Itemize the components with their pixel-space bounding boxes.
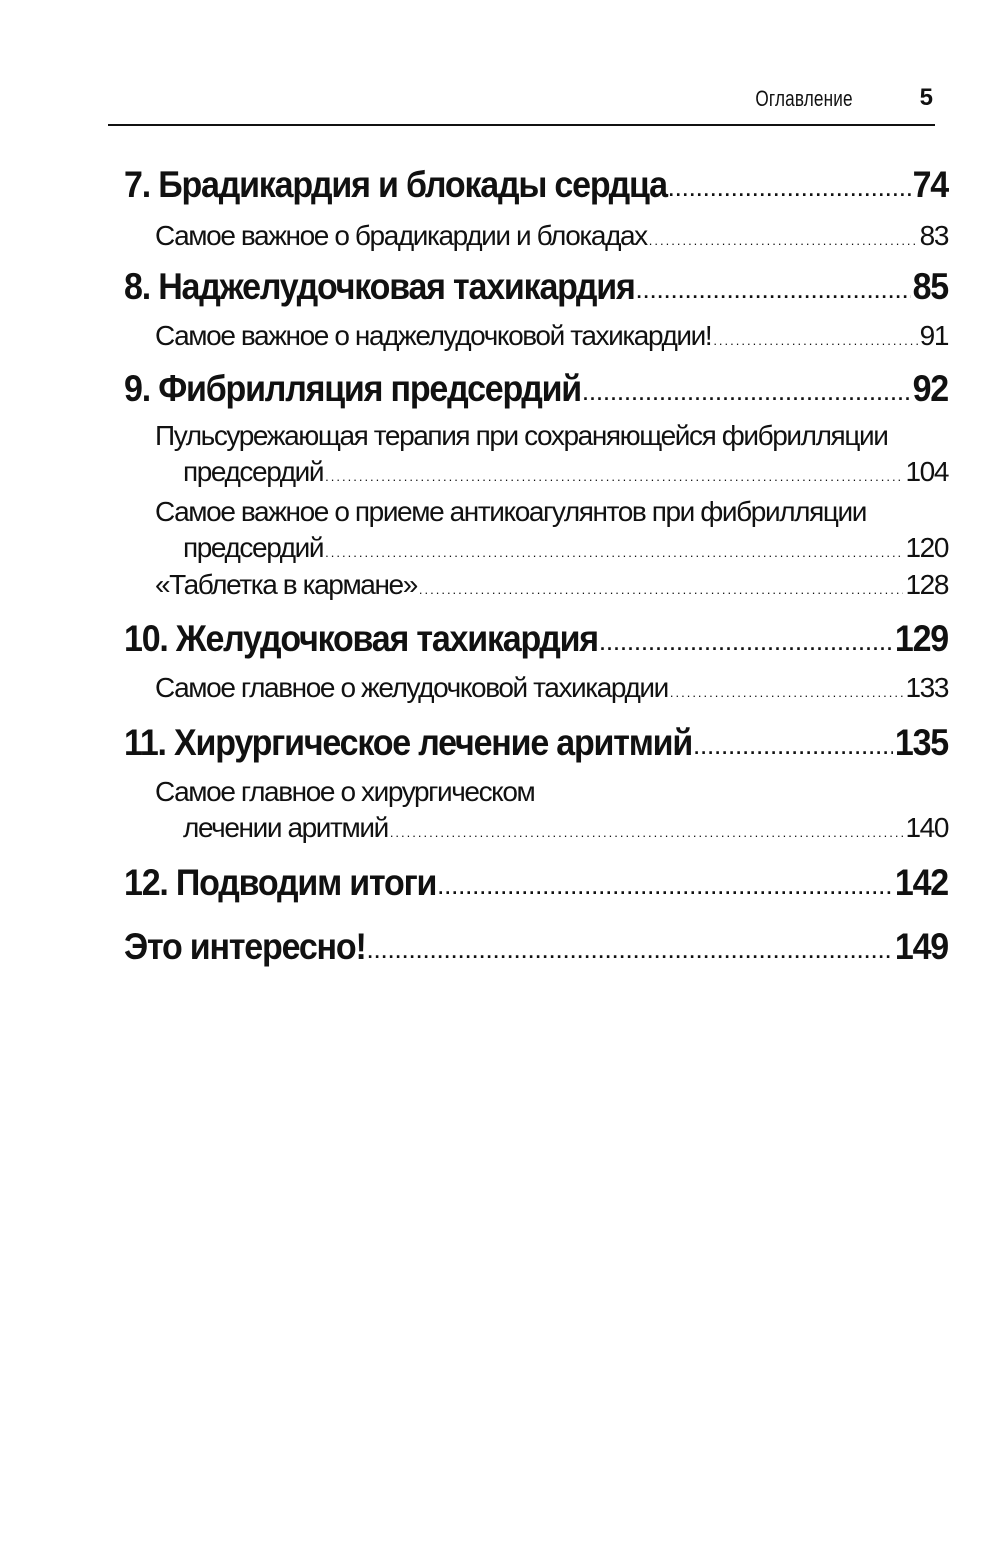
toc-entry-title: 8. Наджелудочковая тахикардия — [124, 266, 635, 308]
toc-entry-title: предсердий — [183, 532, 324, 563]
toc-entry-page: 92 — [912, 368, 948, 410]
toc-section-11-1[interactable] — [183, 812, 948, 852]
dot-leader — [649, 233, 918, 248]
toc-entry-title: предсердий — [183, 456, 324, 487]
dot-leader — [637, 282, 911, 303]
toc-chapter-9[interactable] — [124, 370, 948, 418]
toc-entry-title: «Таблетка в кармане» — [155, 569, 417, 600]
toc-chapter-7[interactable] — [124, 166, 948, 214]
toc-entry-page: 128 — [905, 569, 948, 600]
dot-leader — [669, 180, 911, 201]
dot-leader — [325, 545, 903, 560]
dot-leader — [390, 825, 904, 840]
toc-entry-page: 91 — [919, 320, 948, 351]
dot-leader — [325, 469, 903, 484]
toc-chapter-11[interactable] — [124, 724, 948, 772]
toc-section-11-1-line1[interactable]: Самое главное о хирургическом — [155, 776, 535, 807]
toc-section-10-1[interactable] — [155, 672, 948, 712]
toc-entry-page: 135 — [894, 722, 948, 764]
toc-entry-page: 83 — [919, 220, 948, 251]
toc-chapter-8[interactable] — [124, 268, 948, 316]
toc-entry-page: 142 — [894, 862, 948, 904]
toc-entry-title: Самое главное о желудочковой тахикардии — [155, 672, 668, 703]
toc-entry-title: 11. Хирургическое лечение аритмий — [124, 722, 693, 764]
running-head — [108, 84, 935, 126]
dot-leader — [438, 878, 893, 899]
running-head-title: Оглавление — [755, 86, 853, 111]
toc-entry-page: 120 — [905, 532, 948, 563]
toc-section-9-2[interactable] — [183, 532, 948, 572]
toc-entry-page: 74 — [912, 164, 948, 206]
dot-leader — [670, 685, 904, 700]
toc-section-9-2-line1[interactable]: Самое важное о приеме антикоагулянтов при фибрилляции — [155, 496, 866, 527]
toc-entry-title: 12. Подводим итоги — [124, 862, 437, 904]
toc-section-7-1[interactable] — [155, 220, 948, 260]
toc-entry-page: 85 — [912, 266, 948, 308]
page-number: 5 — [919, 84, 933, 111]
toc-entry-page: 104 — [905, 456, 948, 487]
toc-entry-page: 140 — [905, 812, 948, 843]
toc-section-9-1[interactable] — [183, 456, 948, 496]
toc-chapter-10[interactable] — [124, 620, 948, 668]
toc-entry-title: Самое важное о наджелудочковой тахикардии! — [155, 320, 712, 351]
toc-entry-page: 149 — [894, 926, 948, 968]
dot-leader — [419, 582, 904, 597]
toc-entry-page: 133 — [905, 672, 948, 703]
toc-entry-title: лечении аритмий — [183, 812, 388, 843]
toc-entry-title: Это интересно! — [124, 926, 366, 968]
toc-entry-title: 9. Фибрилляция предсердий — [124, 368, 581, 410]
toc-entry-title: 10. Желудочковая тахикардия — [124, 618, 598, 660]
toc-entry-title: 7. Брадикардия и блокады сердца — [124, 164, 667, 206]
toc-entry-title: Самое важное о брадикардии и блокадах — [155, 220, 647, 251]
toc-chapter-12[interactable] — [124, 864, 948, 912]
dot-leader — [583, 384, 911, 405]
dot-leader — [368, 942, 893, 963]
toc-section-9-3[interactable] — [155, 569, 948, 609]
dot-leader — [713, 333, 917, 348]
dot-leader — [600, 634, 893, 655]
toc-entry-page: 129 — [894, 618, 948, 660]
toc-section-9-1-line1[interactable]: Пульсурежающая терапия при сохраняющейся фибрилляции — [155, 420, 888, 451]
toc-chapter-extra[interactable] — [124, 928, 948, 976]
toc-section-8-1[interactable] — [155, 320, 948, 360]
dot-leader — [694, 738, 893, 759]
